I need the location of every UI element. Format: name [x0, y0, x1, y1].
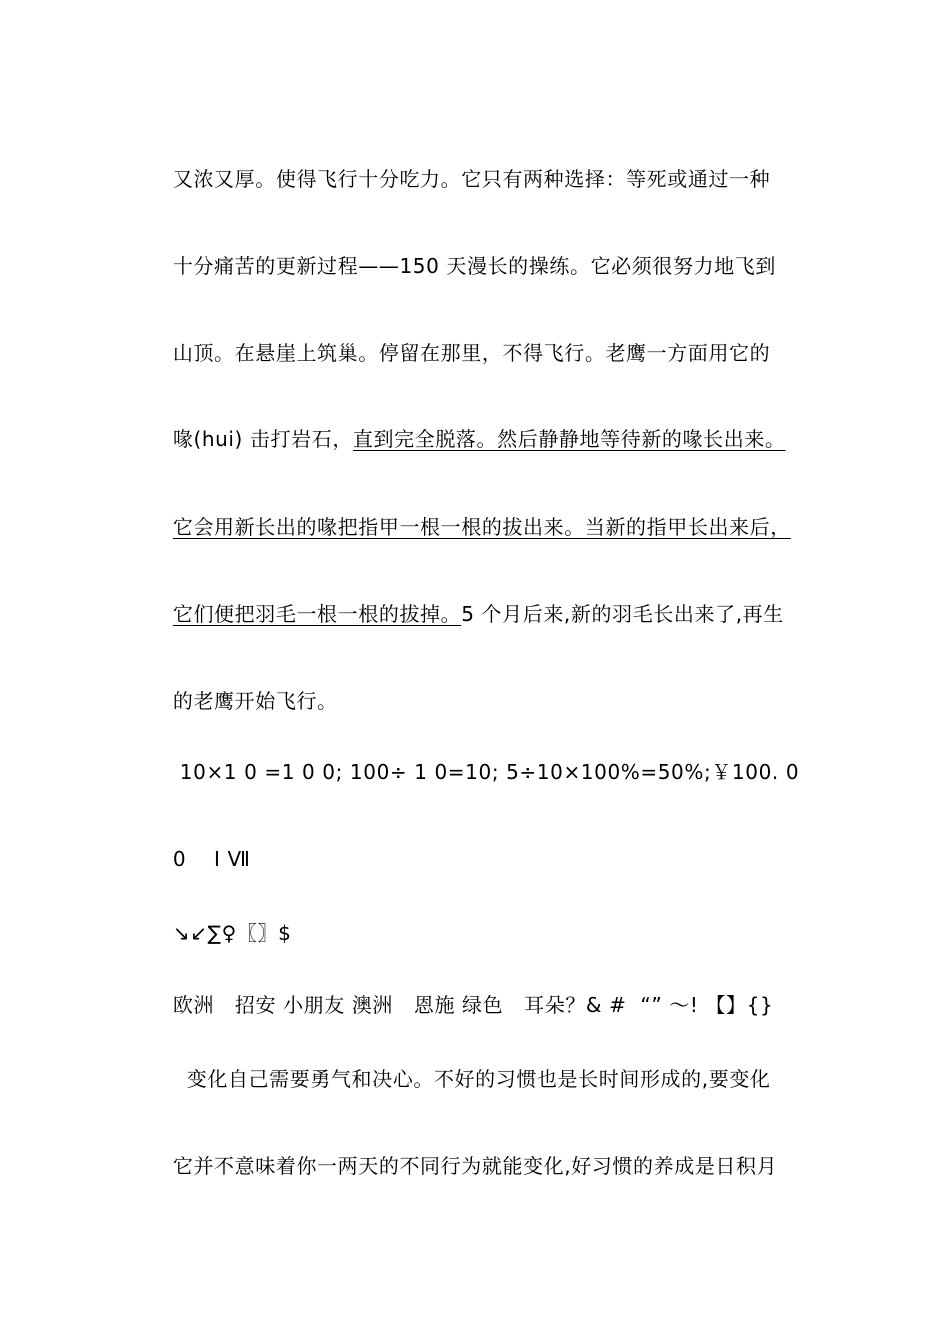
- text-span: 的老鹰开始飞行。: [172, 689, 338, 713]
- text-line: [145, 1127, 777, 1205]
- underlined-text-span: 它们便把羽毛一根一根的拔掉。: [172, 602, 462, 626]
- text-line: [145, 662, 338, 740]
- text-span: 欧洲 招安 小朋友 澳洲 恩施 绿色 耳朵？& # “” ～! 【】{}: [172, 993, 774, 1017]
- text-line: [145, 1040, 771, 1118]
- symbol-line: [145, 894, 291, 972]
- text-span: 变化自己需要勇气和决心。不好的习惯也是长时间形成的,要变化: [172, 1067, 771, 1091]
- text-line: [145, 314, 770, 392]
- text-line: [145, 733, 799, 811]
- text-span: 5 个月后来,新的羽毛长出来了,再生: [461, 602, 784, 626]
- text-span: 十分痛苦的更新过程——150 天漫长的操练。它必须很努力地飞到: [172, 254, 776, 278]
- text-line: [145, 227, 776, 305]
- text-line: [145, 820, 250, 898]
- text-span: 山顶。在悬崖上筑巢。停留在那里，不得飞行。老鹰一方面用它的: [172, 341, 771, 365]
- text-span: 又浓又厚。使得飞行十分吃力。它只有两种选择：等死或通过一种: [172, 167, 771, 191]
- text-line: [145, 488, 791, 566]
- text-span: 10×1 0 =1 0 0; 100÷ 1 0=10; 5÷10×100%=50%;￥100. 0: [172, 760, 800, 784]
- text-span: 喙(hui) 击打岩石，: [172, 427, 353, 451]
- text-span: 它并不意味着你一两天的不同行为就能变化,好习惯的养成是日积月: [172, 1154, 778, 1178]
- text-line: [145, 140, 770, 218]
- text-line: [145, 575, 784, 653]
- text-line: [145, 966, 773, 1044]
- underlined-text-span: 直到完全脱落。然后静静地等待新的喙长出来。: [352, 427, 786, 451]
- text-span: 0 Ⅰ Ⅶ: [172, 847, 251, 871]
- text-span: ↘↙∑♀〖〗$: [172, 921, 292, 945]
- text-line: [145, 400, 786, 478]
- underlined-text-span: 它会用新长出的喙把指甲一根一根的拔出来。当新的指甲长出来后，: [172, 515, 791, 539]
